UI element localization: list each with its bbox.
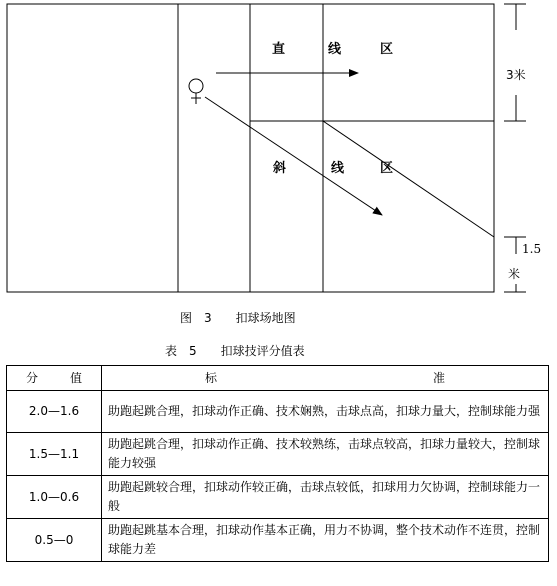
standard-cell: 助跑起跳基本合理，扣球动作基本正确，用力不协调，整个技术动作不连贯，控制球能力差 <box>102 519 549 562</box>
score-cell: 2.0—1.6 <box>7 391 102 433</box>
score-cell: 0.5—0 <box>7 519 102 562</box>
header-standard <box>102 366 549 391</box>
dim-15m-number: 1.5 <box>522 242 542 256</box>
diagonal-arrow <box>205 97 382 215</box>
table-row <box>7 476 549 519</box>
zone-diagonal-label-2: 线 <box>331 161 345 176</box>
score-cell: 1.0—0.6 <box>7 476 102 519</box>
dim-3m-label: 3米 <box>506 68 526 82</box>
standard-cell: 助跑起跳合理，扣球动作正确、技术较熟练，击球点较高，扣球力量较大，控制球能力较强 <box>102 433 549 476</box>
table-caption: 表 5 扣球技评分值表 <box>165 344 305 358</box>
table-row <box>7 519 549 562</box>
table-header-row <box>7 366 549 391</box>
zone-diagonal-label-1: 斜 <box>273 161 287 176</box>
score-cell: 1.5—1.1 <box>7 433 102 476</box>
zone-diagonal-label-3: 区 <box>380 161 394 176</box>
figure-caption: 图 3 扣球场地图 <box>180 311 296 325</box>
header-score-char-1: 分 <box>26 370 39 385</box>
table-row <box>7 391 549 433</box>
score-table <box>6 365 549 562</box>
standard-cell: 助跑起跳合理，扣球动作正确、技术娴熟，击球点高，扣球力量大，控制球能力强 <box>102 391 549 433</box>
dim-15m-unit: 米 <box>508 267 521 281</box>
header-standard-char-1: 标 <box>205 370 218 385</box>
zone-straight-label-1: 直 <box>272 42 286 57</box>
player-icon <box>189 79 203 93</box>
table-row <box>7 433 549 476</box>
zone-straight-label-2: 线 <box>328 42 342 57</box>
header-standard-char-2: 准 <box>432 370 445 385</box>
standard-cell: 助跑起跳较合理，扣球动作较正确，击球点较低，扣球用力欠协调，控制球能力一般 <box>102 476 549 519</box>
header-score-char-2: 值 <box>69 370 82 385</box>
header-score <box>7 366 102 391</box>
zone-straight-label-3: 区 <box>380 42 394 57</box>
diagonal-boundary-line <box>323 121 494 237</box>
